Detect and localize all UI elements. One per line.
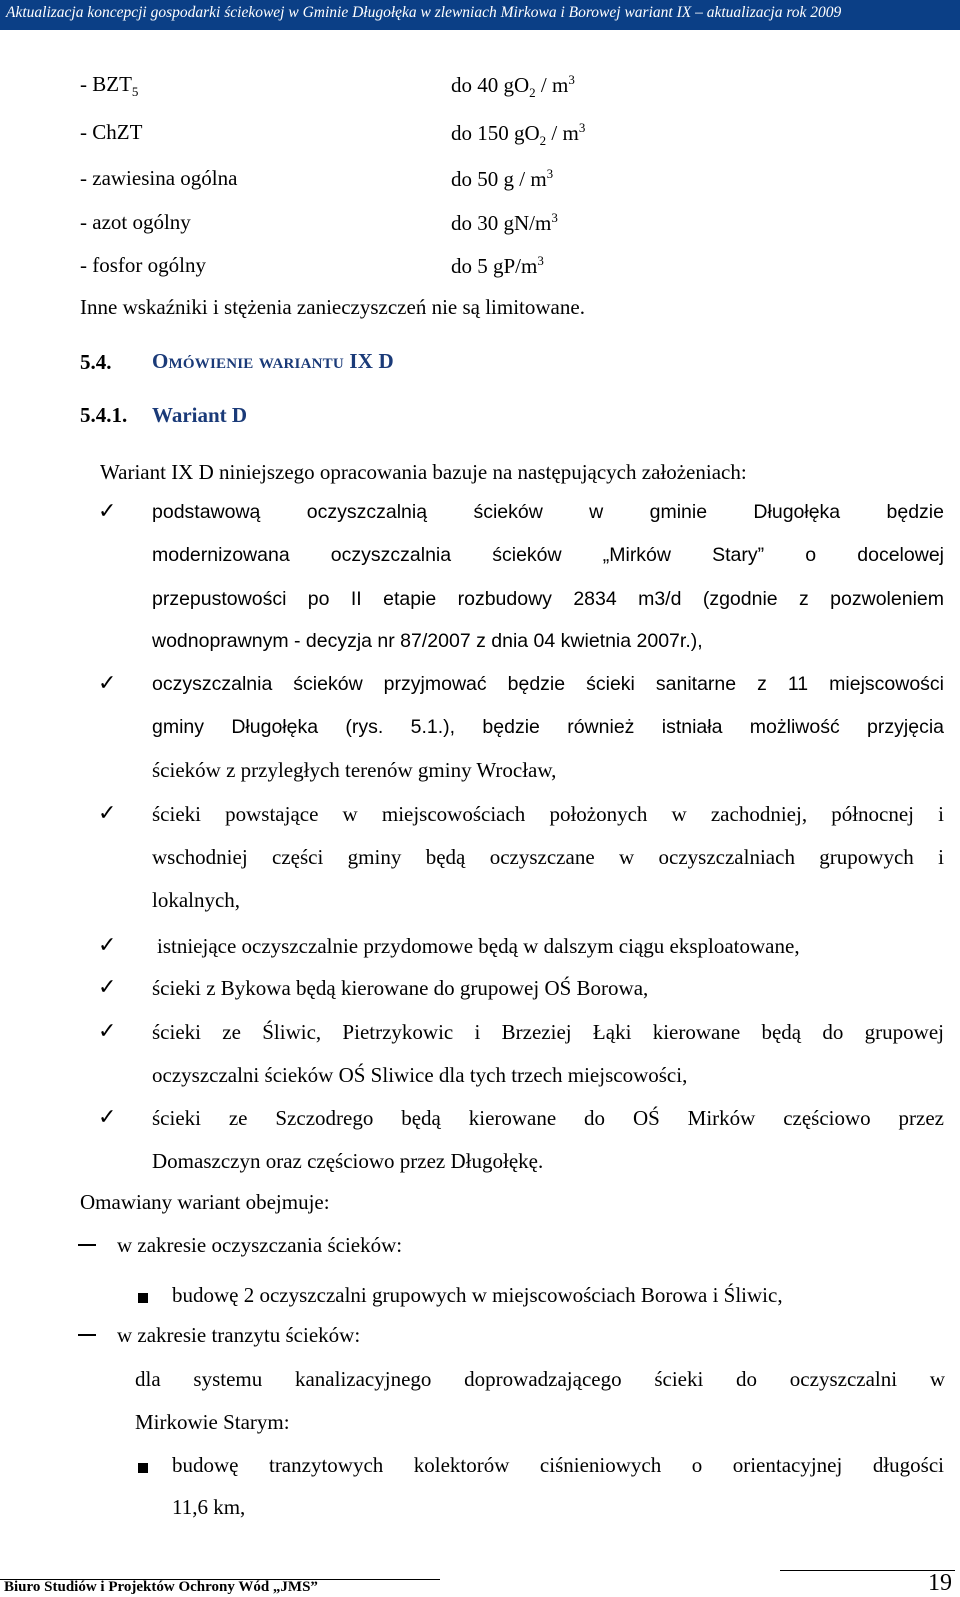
intro-paragraph: Wariant IX D niniejszego opracowania bazuje na następujących założeniach: (100, 460, 747, 484)
bullet-6-line-1: ścieki ze Śliwic, Pietrzykowic i Brzeziej Łąki kierowane będą do grupowej (152, 1020, 944, 1044)
limit-value-sup: 3 (578, 120, 586, 135)
bullet-2-line-1: oczyszczalnia ścieków przyjmować będzie ścieki sanitarne z 11 miejscowości (152, 673, 944, 695)
checkmark-icon: ✓ (98, 932, 117, 957)
bullet-7-line-1: ścieki ze Szczodrego będą kierowane do OŚ Mirków częściowo przez (152, 1106, 944, 1130)
bullet-7-line-2: Domaszczyn oraz częściowo przez Długołękę. (152, 1149, 544, 1173)
limit-value: do 40 gO (451, 73, 530, 97)
checkmark-icon: ✓ (98, 498, 117, 523)
bullet-3-line-2: wschodniej części gminy będą oczyszczane w oczyszczalniach grupowych i (152, 845, 944, 869)
bullet-6-line-2: oczyszczalni ścieków OŚ Sliwice dla tych trzech miejscowości, (152, 1063, 688, 1087)
dash-bullet-icon (78, 1334, 96, 1336)
document-header (0, 0, 960, 30)
limit-label: - BZT (80, 72, 132, 96)
page-number: 19 (928, 1570, 952, 1596)
limit-label-sub: 5 (131, 84, 139, 100)
scope-b-item-line-1: budowę tranzytowych kolektorów ciśnieniowych o orientacyjnej długości (172, 1453, 944, 1477)
bullet-4-line-1: istniejące oczyszczalnie przydomowe będą w dalszym ciągu eksploatowane, (157, 934, 800, 958)
scope-a-title: w zakresie oczyszczania ścieków: (117, 1233, 403, 1257)
limit-value-unit: / m (535, 73, 569, 97)
scope-b-text-line-2: Mirkowie Starym: (135, 1410, 290, 1434)
limit-label: - zawiesina ogólna (80, 166, 238, 190)
scope-b-text-line-1: dla systemu kanalizacyjnego doprowadzającego ścieki do oczyszczalni w (135, 1367, 945, 1391)
limit-value-sup: 3 (546, 166, 554, 181)
scope-b-title: w zakresie tranzytu ścieków: (117, 1323, 361, 1347)
bullet-3-line-1: ścieki powstające w miejscowościach położonych w zachodniej, północnej i (152, 802, 944, 826)
limit-value-sub: 2 (539, 133, 547, 149)
dash-bullet-icon (78, 1244, 96, 1246)
bullet-2-line-3: ścieków z przyległych terenów gminy Wrocław, (152, 758, 557, 782)
square-bullet-icon (138, 1293, 148, 1303)
limit-value-sup: 3 (537, 253, 544, 268)
limit-label: - azot ogólny (80, 210, 191, 234)
bullet-1-line-4: wodnoprawnym - decyzja nr 87/2007 z dnia 04 kwietnia 2007r.), (152, 630, 703, 652)
bullet-1-line-1: podstawową oczyszczalnią ścieków w gminie Długołęka będzie (152, 501, 944, 523)
limit-value: do 5 gP/m (451, 254, 538, 278)
section-5-4-number: 5.4. (80, 350, 112, 374)
checkmark-icon: ✓ (98, 1104, 117, 1129)
section-5-4-title: Omówienie wariantu IX D (152, 349, 394, 373)
limit-value-sup: 3 (551, 210, 558, 225)
bullet-2-line-2: gminy Długołęka (rys. 5.1.), będzie również istniała możliwość przyjęcia (152, 716, 944, 738)
section-5-4-1-title: Wariant D (152, 403, 248, 427)
limit-label: - fosfor ogólny (80, 253, 206, 277)
square-bullet-icon (138, 1463, 148, 1473)
section-5-4-1-number: 5.4.1. (80, 403, 128, 427)
limit-label: - ChZT (80, 120, 143, 144)
scope-a-item: budowę 2 oczyszczalni grupowych w miejscowościach Borowa i Śliwic, (172, 1283, 783, 1307)
checkmark-icon: ✓ (98, 670, 117, 695)
checkmark-icon: ✓ (98, 1018, 117, 1043)
limit-value: do 30 gN/m (451, 211, 552, 235)
limit-value-sup: 3 (568, 72, 575, 87)
limit-value-unit: / m (546, 121, 579, 145)
footer-text: Biuro Studiów i Projektów Ochrony Wód „JMS” (4, 1579, 318, 1595)
checkmark-icon: ✓ (98, 800, 117, 825)
checkmark-icon: ✓ (98, 974, 117, 999)
limit-value-sub: 2 (529, 85, 536, 101)
bullet-5-line-1: ścieki z Bykowa będą kierowane do grupowej OŚ Borowa, (152, 976, 649, 1000)
scope-intro: Omawiany wariant obejmuje: (80, 1190, 330, 1214)
bullet-1-line-2: modernizowana oczyszczalnia ścieków „Mirków Stary” o docelowej (152, 544, 944, 566)
limit-value: do 150 gO (451, 121, 540, 145)
header-title: Aktualizacja koncepcji gospodarki ściekowej w Gminie Długołęka w zlewniach Mirkowa i Borowej wariant IX – aktualizacja rok 2009 (6, 4, 842, 21)
limits-note: Inne wskaźniki i stężenia zanieczyszczeń nie są limitowane. (80, 295, 585, 319)
bullet-3-line-3: lokalnych, (152, 888, 241, 912)
limit-value: do 50 g / m (451, 167, 547, 191)
bullet-1-line-3: przepustowości po II etapie rozbudowy 2834 m3/d (zgodnie z pozwoleniem (152, 588, 944, 610)
scope-b-item-line-2: 11,6 km, (172, 1495, 246, 1519)
